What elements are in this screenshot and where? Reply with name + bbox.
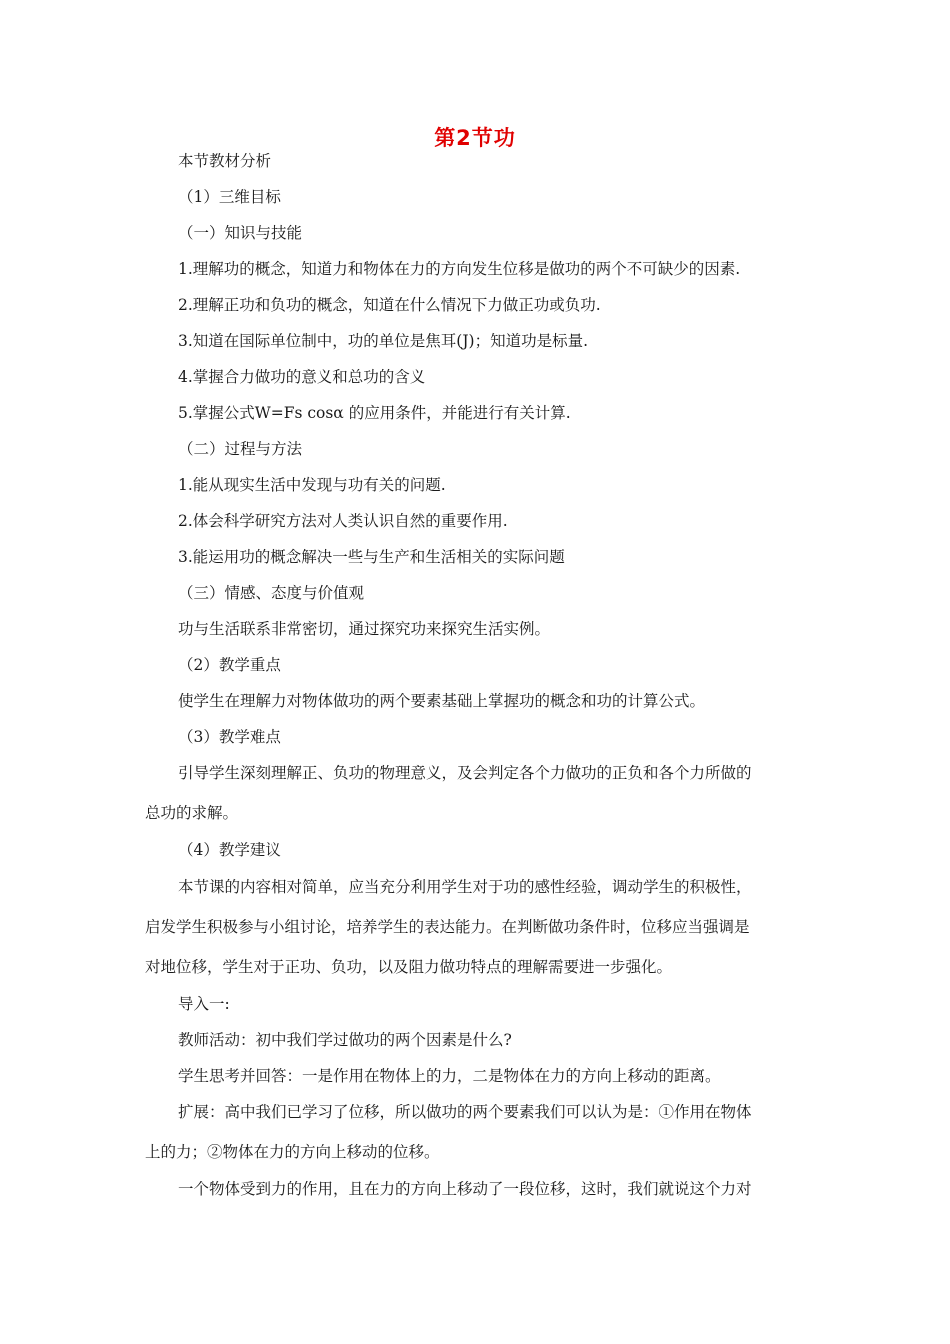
- paragraph-line: 功与生活联系非常密切，通过探究功来探究生活实例。: [178, 620, 551, 638]
- paragraph-line: 总功的求解。: [145, 804, 239, 822]
- section-heading-analysis: 本节教材分析: [178, 152, 272, 170]
- paragraph-line: 上的力；②物体在力的方向上移动的位移。: [145, 1143, 440, 1161]
- paragraph-line: 一个物体受到力的作用，且在力的方向上移动了一段位移，这时，我们就说这个力对: [178, 1180, 752, 1198]
- list-item: 3.能运用功的概念解决一些与生产和生活相关的实际问题: [178, 548, 565, 566]
- subsection-heading-goals: （1）三维目标: [178, 188, 281, 206]
- paragraph-line: 使学生在理解力对物体做功的两个要素基础上掌握功的概念和功的计算公式。: [178, 692, 706, 710]
- paragraph-line: 扩展：高中我们已学习了位移，所以做功的两个要素我们可以认为是：①作用在物体: [178, 1103, 752, 1121]
- page-title: 第2节功: [434, 126, 516, 150]
- subsection-heading-knowledge: （一）知识与技能: [178, 224, 303, 242]
- list-item: 1.理解功的概念，知道力和物体在力的方向发生位移是做功的两个不可缺少的因素.: [178, 260, 741, 278]
- paragraph-line: 学生思考并回答：一是作用在物体上的力，二是物体在力的方向上移动的距离。: [178, 1067, 721, 1085]
- subsection-heading-process: （二）过程与方法: [178, 440, 303, 458]
- list-item: 5.掌握公式W=Fs cosα 的应用条件，并能进行有关计算.: [178, 404, 571, 422]
- paragraph-line: 启发学生积极参与小组讨论，培养学生的表达能力。在判断做功条件时，位移应当强调是: [145, 918, 750, 936]
- paragraph-line: 本节课的内容相对简单，应当充分利用学生对于功的感性经验，调动学生的积极性，: [178, 878, 752, 896]
- section-heading-intro: 导入一:: [178, 995, 230, 1013]
- list-item: 1.能从现实生活中发现与功有关的问题.: [178, 476, 446, 494]
- paragraph-line: 教师活动：初中我们学过做功的两个因素是什么?: [178, 1031, 512, 1049]
- section-heading-suggestions: （4）教学建议: [178, 841, 281, 859]
- paragraph-line: 引导学生深刻理解正、负功的物理意义，及会判定各个力做功的正负和各个力所做的: [178, 764, 752, 782]
- section-heading-key-points: （2）教学重点: [178, 656, 281, 674]
- section-heading-difficulties: （3）教学难点: [178, 728, 281, 746]
- list-item: 2.体会科学研究方法对人类认识自然的重要作用.: [178, 512, 508, 530]
- paragraph-line: 对地位移，学生对于正功、负功，以及阻力做功特点的理解需要进一步强化。: [145, 958, 673, 976]
- list-item: 2.理解正功和负功的概念，知道在什么情况下力做正功或负功.: [178, 296, 601, 314]
- subsection-heading-values: （三）情感、态度与价值观: [178, 584, 365, 602]
- list-item: 4.掌握合力做功的意义和总功的含义: [178, 368, 426, 386]
- list-item: 3.知道在国际单位制中，功的单位是焦耳(J)；知道功是标量.: [178, 332, 589, 350]
